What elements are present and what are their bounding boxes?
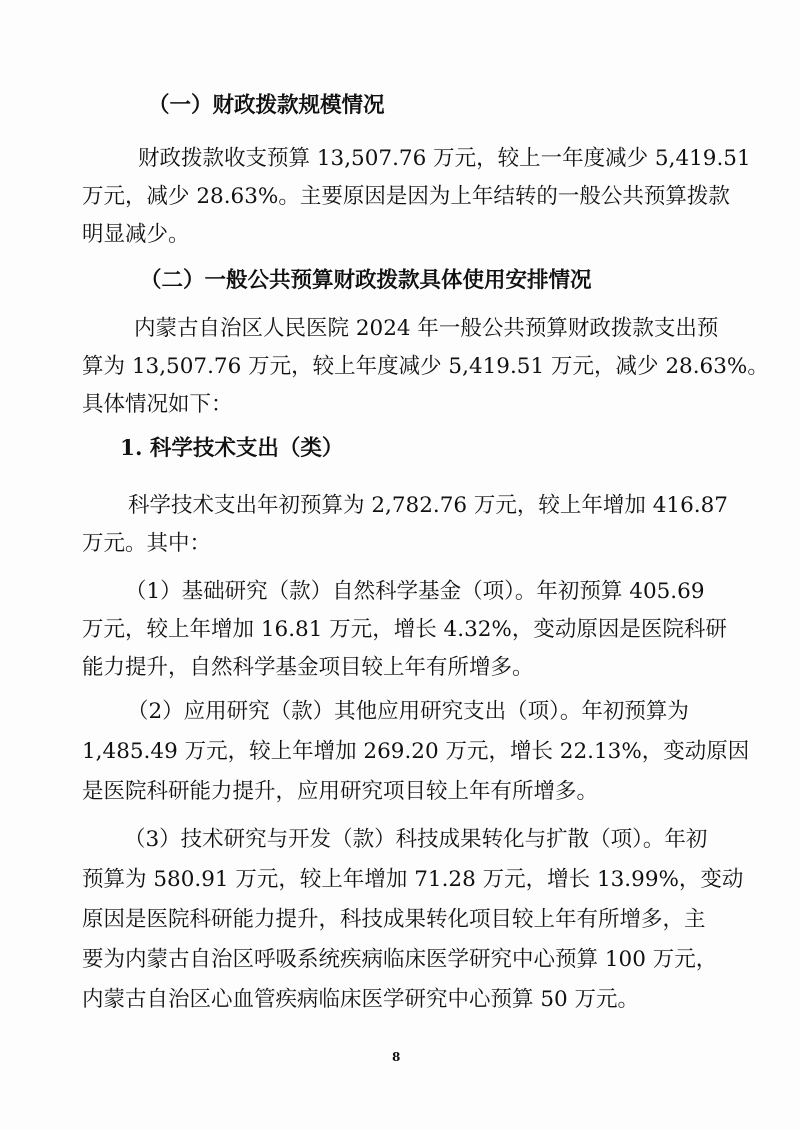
para2-line3: 具体情况如下： [82, 392, 233, 417]
item3-line4: 要为内蒙古自治区呼吸系统疾病临床医学研究中心预算 100 万元， [82, 947, 718, 972]
item1-line2: 万元，较上年增加 16.81 万元，增长 4.32%，变动原因是医院科研 [82, 617, 727, 642]
item2-line1: （2）应用研究（款）其他应用研究支出（项）。年初预算为 [127, 699, 689, 724]
page-number: 8 [392, 1050, 401, 1064]
item1-line3: 能力提升，自然科学基金项目较上年有所增多。 [82, 655, 534, 680]
para2-line2: 算为 13,507.76 万元，较上年度减少 5,419.51 万元，减少 28.63%。 [82, 354, 769, 379]
item2-line2: 1,485.49 万元，较上年增加 269.20 万元，增长 22.13%，变动原因 [82, 739, 750, 764]
subheading-science-tech: 1. 科学技术支出（类） [120, 436, 344, 461]
item3-line5: 内蒙古自治区心血管疾病临床医学研究中心预算 50 万元。 [82, 987, 640, 1012]
item3-line2: 预算为 580.91 万元，较上年增加 71.28 万元，增长 13.99%，变动 [82, 867, 744, 892]
para2-line1: 内蒙古自治区人民医院 2024 年一般公共预算财政拨款支出预 [134, 316, 719, 341]
section-heading-2: （二）一般公共预算财政拨款具体使用安排情况 [140, 268, 592, 293]
para1-line3: 明显减少。 [82, 222, 190, 247]
para1-line2: 万元，减少 28.63%。主要原因是因为上年结转的一般公共预算拨款 [82, 184, 730, 209]
item1-line1: （1）基础研究（款）自然科学基金（项）。年初预算 405.69 [125, 579, 705, 604]
item2-line3: 是医院科研能力提升，应用研究项目较上年有所增多。 [82, 779, 599, 804]
para3-line1: 科学技术支出年初预算为 2,782.76 万元，较上年增加 416.87 [128, 493, 728, 518]
item3-line1: （3）技术研究与开发（款）科技成果转化与扩散（项）。年初 [124, 827, 708, 852]
item3-line3: 原因是医院科研能力提升，科技成果转化项目较上年有所增多，主 [82, 907, 706, 932]
para3-line2: 万元。其中： [82, 531, 212, 556]
para1-line1: 财政拨款收支预算 13,507.76 万元，较上一年度减少 5,419.51 [138, 146, 751, 171]
section-heading-1: （一）财政拨款规模情况 [148, 93, 385, 118]
